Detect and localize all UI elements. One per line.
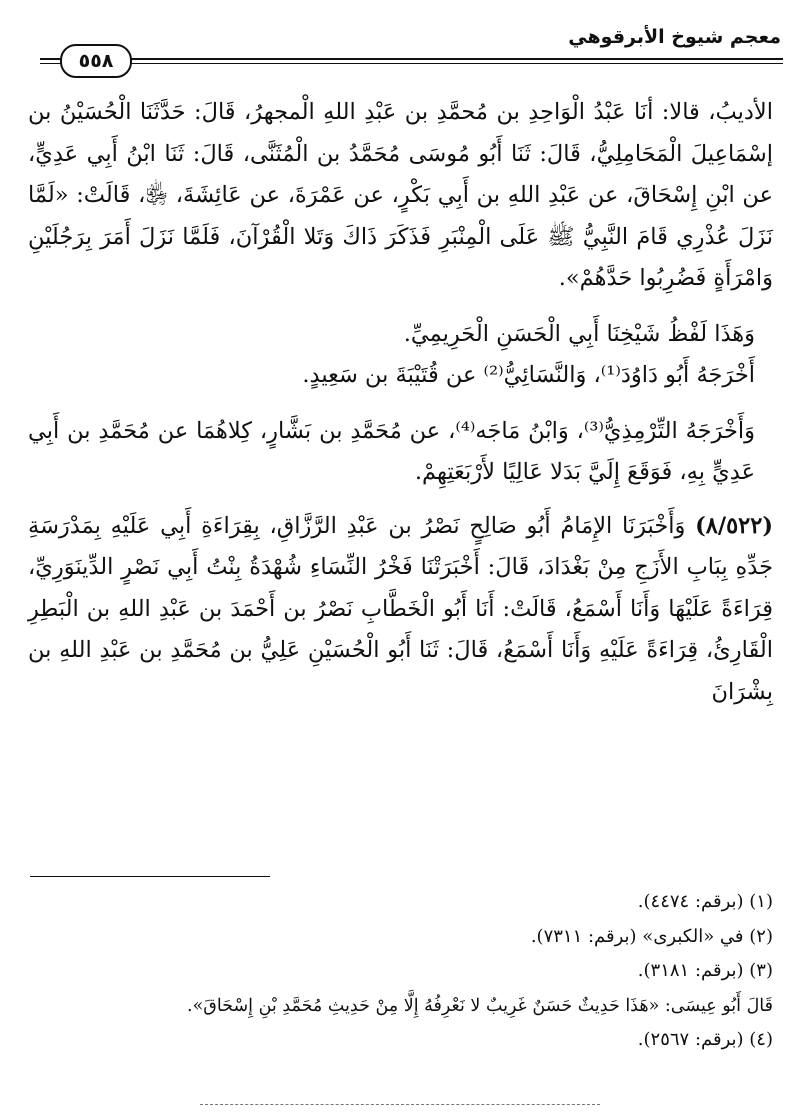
running-title: معجم شيوخ الأبرقوهي (568, 26, 781, 48)
paragraph-takhrij-2: وَأَخْرَجَهُ التِّرْمِذِيُّ⁽³⁾، وَابْنُ مَاجَه⁽⁴⁾، عن مُحَمَّدِ بن بَشَّارٍ، كِلاهُمَا عن مُحَمَّدِ بن أَبِي عَدِيٍّ بِهِ، فَوَقَعَ إِلَيَّ بَدَلا عَالِيًا لأَرْبَعَتِهِمْ. (28, 417, 755, 485)
footnote-1: (١) (برقم: ٤٤٧٤). (637, 891, 773, 912)
footnote-3: (٣) (برقم: ٣١٨١). (637, 960, 773, 981)
paragraph-wording-note: وَهَذَا لَفْظُ شَيْخِنَا أَبِي الْحَسَنِ الْحَرِيمِيِّ. (403, 320, 755, 347)
header-rule (40, 58, 783, 60)
hadith-text: وَأَخْبَرَنَا الإِمَامُ أَبُو صَالِحٍ نَصْرُ بن عَبْدِ الرَّزَّاقِ، بِقِرَاءَةِ أَبِي عَلَيْهِ بِمَدْرَسَةِ جَدِّهِ بِبَابِ الأَزَجِ مِنْ بَغْدَادَ، قَالَ: أَخْبَرَتْنَا فَخْرُ النِّسَاءِ شُهْدَةُ بِنْتُ أَبِي نَصْرٍ الدِّينَوَرِيِّ، قِرَاءَةً عَلَيْهَا وَأَنَا أَسْمَعُ، قَالَتْ: أَنَا أَبُو الْخَطَّابِ نَصْرُ بن أَحْمَدَ بن عَبْدِ اللهِ بن الْبَطِرِ الْقَارِئُ، قِرَاءَةً عَلَيْهِ وَأَنَا أَسْمَعُ، قَالَ: ثَنَا أَبُو الْحُسَيْنِ عَلِيُّ بن مُحَمَّدِ بن عَبْدِ اللهِ بن بِشْرَانَ (28, 512, 773, 705)
paragraph-isnad: الأديبُ، قالا: أنَا عَبْدُ الْوَاحِدِ بن مُحمَّدِ بن عَبْدِ اللهِ الْمجهرُ، قَالَ: حَدَّثَنَا الْحُسَيْنُ بن إسْمَاعِيلَ الْمَحَامِلِيُّ، قَالَ: ثَنَا أَبُو مُوسَى مُحَمَّدُ بن الْمُثَنَّى، قَالَ: ثَنَا ابْنُ أَبِي عَدِيٍّ، عن ابْنِ إِسْحَاقَ، عن عَبْدِ اللهِ بن أَبِي بَكْرٍ، عن عَمْرَةَ، عن عَائِشَةَ، ﵂، قَالَتْ: «لَمَّا نَزَلَ عُذْرِي قَامَ النَّبِيُّ ﷺ عَلَى الْمِنْبَرِ فَذَكَرَ ذَاكَ وَتَلا الْقُرْآنَ، فَلَمَّا نَزَلَ أَمَرَ بِرَجُلَيْنِ وَامْرَأَةٍ فَضُرِبُوا حَدَّهُمْ». (28, 99, 773, 291)
header-rule-thin (40, 63, 783, 64)
main-text (28, 92, 773, 713)
footnote-4: (٤) (برقم: ٢٥٦٧). (637, 1029, 773, 1050)
paragraph-takhrij-1: أَخْرَجَهُ أَبُو دَاوُدَ⁽¹⁾، وَالنَّسَائِيُّ⁽²⁾ عن قُتَيْبَةَ بن سَعِيدٍ. (302, 362, 755, 388)
hadith-number: (٨/٥٢٢) (695, 512, 773, 539)
footnote-2: (٢) في «الكبرى» (برقم: ٧٣١١). (530, 925, 773, 947)
footnotes (28, 885, 773, 1058)
footnote-3-comment: قَالَ أَبُو عِيسَى: «هَذَا حَدِيثٌ حَسَنٌ غَرِيبٌ لا نَعْرِفُهُ إِلَّا مِنْ حَدِيثِ مُحَمَّدِ بْنِ إِسْحَاقَ». (187, 995, 773, 1016)
page-number: ٥٥٨ (60, 44, 132, 78)
footnote-separator (30, 876, 270, 877)
paragraph-hadith (28, 506, 773, 714)
bottom-edge-line (200, 1104, 600, 1105)
